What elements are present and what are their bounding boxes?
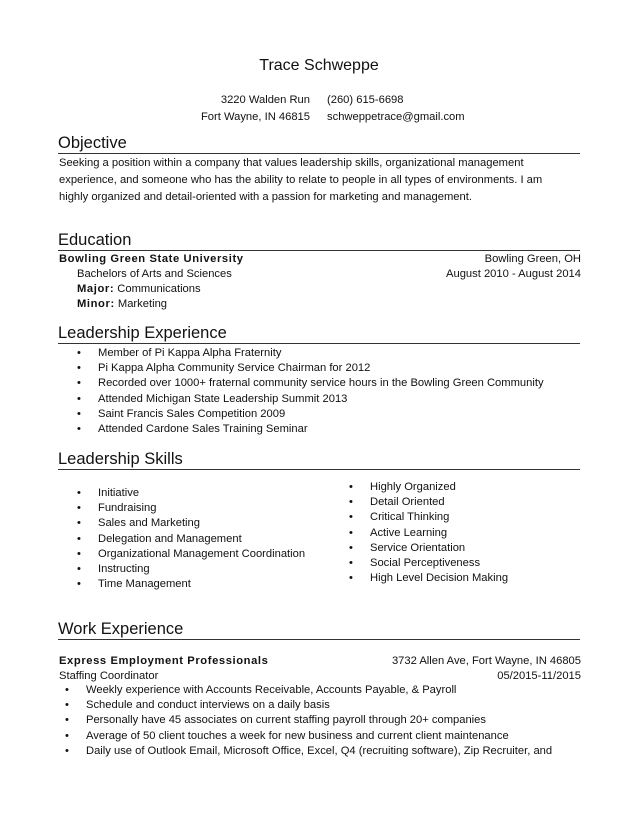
address-block [160,92,310,126]
list-item [349,541,508,556]
skill-text: Service Orientation [370,541,466,554]
skill-text: Delegation and Management [98,532,242,545]
list-item [65,729,552,744]
list-item-text: Member of Pi Kappa Alpha Fraternity [98,347,282,359]
school-location: Bowling Green, OH [484,253,581,265]
bullet-icon: • [65,744,69,757]
resume-name: Trace Schweppe [259,57,379,74]
skill-text: Social Perceptiveness [370,557,481,570]
skill-text: Active Learning [370,526,448,539]
list-item [349,495,508,510]
skill-text: High Level Decision Making [370,572,509,585]
bullet-icon: • [349,572,353,585]
list-item [77,422,544,437]
list-item-text: Pi Kappa Alpha Community Service Chairman for 2012 [98,362,371,375]
bullet-icon: • [77,547,81,560]
skills-right-list [349,480,508,586]
bullet-icon: • [65,714,69,727]
minor-value: Marketing [117,298,168,310]
skill-text: Initiative [98,487,140,499]
major-line [77,281,201,297]
list-item [77,346,544,361]
bullet-icon: • [77,392,81,405]
skill-text: Detail Oriented [370,496,445,509]
bullet-icon: • [349,496,353,509]
list-item [349,510,508,525]
objective-text [59,155,581,206]
degree: Bachelors of Arts and Sciences [77,268,232,280]
objective-line: highly organized and detail-oriented with a passion for marketing and management. [59,191,472,203]
work-duties-list [65,683,552,759]
list-item [77,577,305,592]
list-item [349,571,508,586]
job-dates: 05/2015-11/2015 [497,670,581,682]
list-item [349,556,508,571]
list-item [65,698,552,713]
company-name: Express Employment Professionals [59,655,269,667]
skill-text: Time Management [98,578,191,591]
address-line-2: Fort Wayne, IN 46815 [200,111,310,123]
list-item-text: Attended Michigan State Leadership Summit 2013 [98,392,348,405]
bullet-icon: • [349,557,353,570]
list-item-text: Saint Francis Sales Competition 2009 [98,407,286,420]
bullet-icon: • [77,362,81,375]
list-item [77,501,305,516]
list-item [77,376,544,391]
email-address[interactable]: schweppetrace@gmail.com [327,111,465,123]
leadership-skills-heading: Leadership Skills [58,450,580,470]
bullet-icon: • [349,481,353,493]
list-item-text: Recorded over 1000+ fraternal community service hours in the Bowling Green Community [98,377,544,390]
work-experience-heading: Work Experience [58,620,580,640]
skill-text: Highly Organized [370,481,456,493]
bullet-icon: • [77,377,81,390]
education-heading: Education [58,231,580,251]
list-item [77,532,305,547]
major-value: Communications [117,283,201,295]
duty-text: Daily use of Outlook Email, Microsoft Office, Excel, Q4 (recruiting software), Zip Recruiter, and [86,744,553,757]
bullet-icon: • [77,423,81,436]
duty-text: Average of 50 client touches a week for new business and current client maintenance [86,729,509,742]
list-item [77,392,544,407]
bullet-icon: • [77,517,81,530]
bullet-icon: • [77,347,81,359]
bullet-icon: • [349,511,353,524]
bullet-icon: • [77,578,81,591]
list-item [65,744,552,759]
bullet-icon: • [77,563,81,576]
objective-line: experience, and someone who has the ability to relate to people in all types of environments. I am [59,174,543,186]
list-item [77,486,305,501]
duty-text: Weekly experience with Accounts Receivable, Accounts Payable, & Payroll [86,684,457,696]
list-item [77,562,305,577]
bullet-icon: • [77,407,81,420]
leadership-experience-list [77,346,544,437]
education-dates: August 2010 - August 2014 [446,268,581,280]
skill-text: Critical Thinking [370,511,450,524]
list-item [349,480,508,495]
duty-text: Schedule and conduct interviews on a daily basis [86,699,330,712]
skill-text: Sales and Marketing [98,517,200,530]
list-item-text: Attended Cardone Sales Training Seminar [98,423,308,436]
skills-left-list [77,486,305,592]
list-item [349,526,508,541]
school-name: Bowling Green State University [59,253,244,265]
job-title: Staffing Coordinator [59,670,159,682]
list-item [77,547,305,562]
skill-text: Organizational Management Coordination [98,547,306,560]
list-item [65,713,552,728]
list-item [77,407,544,422]
bullet-icon: • [65,684,69,696]
leadership-experience-heading: Leadership Experience [58,324,580,344]
list-item [65,683,552,698]
bullet-icon: • [77,532,81,545]
minor-label: Minor: [77,298,115,310]
phone-number: (260) 615-6698 [327,94,404,106]
bullet-icon: • [65,699,69,712]
objective-line: Seeking a position within a company that values leadership skills, organizational management [59,157,524,169]
skill-text: Instructing [98,563,150,576]
bullet-icon: • [77,487,81,499]
address-line-1: 3220 Walden Run [220,94,310,106]
bullet-icon: • [77,502,81,515]
list-item [77,516,305,531]
bullet-icon: • [349,526,353,539]
duty-text: Personally have 45 associates on current staffing payroll through 20+ companies [86,714,486,727]
skill-text: Fundraising [98,502,157,515]
bullet-icon: • [349,541,353,554]
company-address: 3732 Allen Ave, Fort Wayne, IN 46805 [391,655,581,667]
bullet-icon: • [65,729,69,742]
phone-email-block [327,92,527,126]
list-item [77,361,544,376]
minor-line [77,296,167,312]
objective-heading: Objective [58,134,580,154]
major-label: Major: [77,283,115,295]
